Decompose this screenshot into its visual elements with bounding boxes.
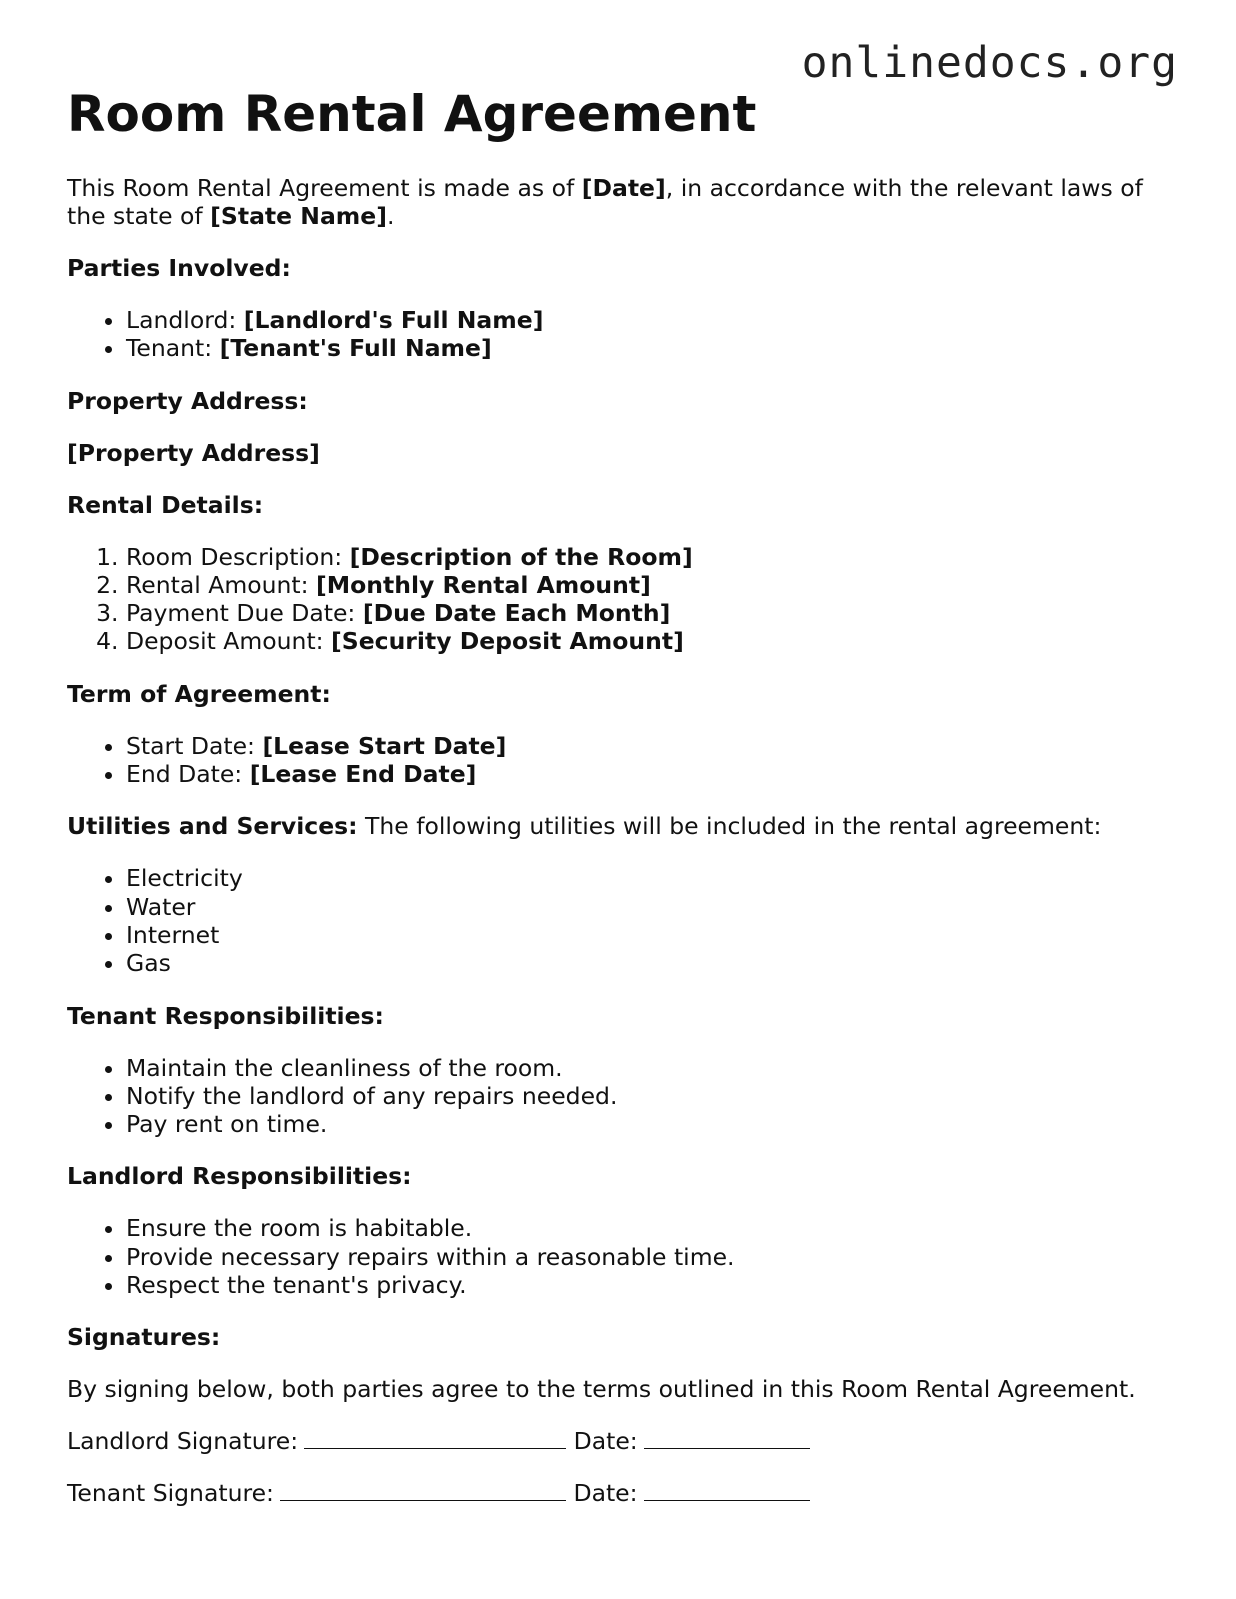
rental-heading: Rental Details: [67,490,264,519]
list-item: • Ensure the room is habitable. [126,1214,1177,1242]
intro-paragraph: This Room Rental Agreement is made as of [Date], in accordance with the relevant laws of the state of [State Name]. [67,174,1143,230]
landlord-responsibilities-heading: Landlord Responsibilities: [67,1162,412,1191]
list-item: • Provide necessary repairs within a reasonable time. [126,1243,1177,1271]
landlord-signature-label: Landlord Signature: [67,1427,299,1456]
utilities-paragraph: Utilities and Services: The following utilities will be included in the rental agreement: [67,812,1102,841]
landlord-date-field[interactable] [644,1428,810,1449]
list-item: • Maintain the cleanliness of the room. [126,1054,1177,1082]
parties-heading: Parties Involved: [67,254,291,282]
landlord-signature-field[interactable] [304,1428,566,1449]
property-heading: Property Address: [67,386,308,415]
list-item: • Electricity [126,864,1177,892]
list-item: 3. Payment Due Date: [Due Date Each Month] [126,599,1177,627]
landlord-signature-row [67,1427,1177,1455]
list-item: • Internet [126,921,1177,949]
list-item: 4. Deposit Amount: [Security Deposit Amount] [126,627,1177,655]
parties-list [67,306,1177,363]
tenant-responsibilities-list [67,1054,1177,1139]
utilities-heading: Utilities and Services: [67,812,358,841]
signatures-text: By signing below, both parties agree to the terms outlined in this Room Rental Agreement. [67,1375,1136,1404]
tenant-responsibilities-heading: Tenant Responsibilities: [67,1001,384,1030]
property-address-placeholder: [Property Address] [67,438,320,467]
rental-details-list [67,543,1177,656]
utilities-list [67,864,1177,977]
list-item: • End Date: [Lease End Date] [126,760,1177,788]
list-item: • Water [126,893,1177,921]
list-item: • Gas [126,949,1177,977]
landlord-date-label: Date: [573,1427,638,1456]
list-item: • Notify the landlord of any repairs needed. [126,1082,1177,1110]
state-placeholder: [State Name] [210,202,387,230]
list-item: • Pay rent on time. [126,1110,1177,1138]
term-heading: Term of Agreement: [67,679,331,708]
landlord-responsibilities-list [67,1214,1177,1299]
list-item: 1. Room Description: [Description of the Room] [126,543,1177,571]
list-item: 2. Rental Amount: [Monthly Rental Amount] [126,571,1177,599]
list-item: • Respect the tenant's privacy. [126,1271,1177,1299]
term-list [67,732,1177,789]
document-title: Room Rental Agreement [67,85,757,143]
list-item: • Start Date: [Lease Start Date] [126,732,1177,760]
list-item: • Landlord: [Landlord's Full Name] [126,306,1177,334]
tenant-signature-field[interactable] [280,1480,566,1501]
signatures-heading: Signatures: [67,1323,221,1352]
list-item: • Tenant: [Tenant's Full Name] [126,334,1177,362]
document-page [67,82,1177,1507]
tenant-signature-label: Tenant Signature: [67,1479,274,1508]
tenant-signature-row [67,1479,1177,1507]
tenant-date-label: Date: [573,1479,638,1508]
site-watermark: onlinedocs.org [801,38,1178,88]
tenant-date-field[interactable] [644,1480,810,1501]
date-placeholder: [Date] [581,174,666,202]
